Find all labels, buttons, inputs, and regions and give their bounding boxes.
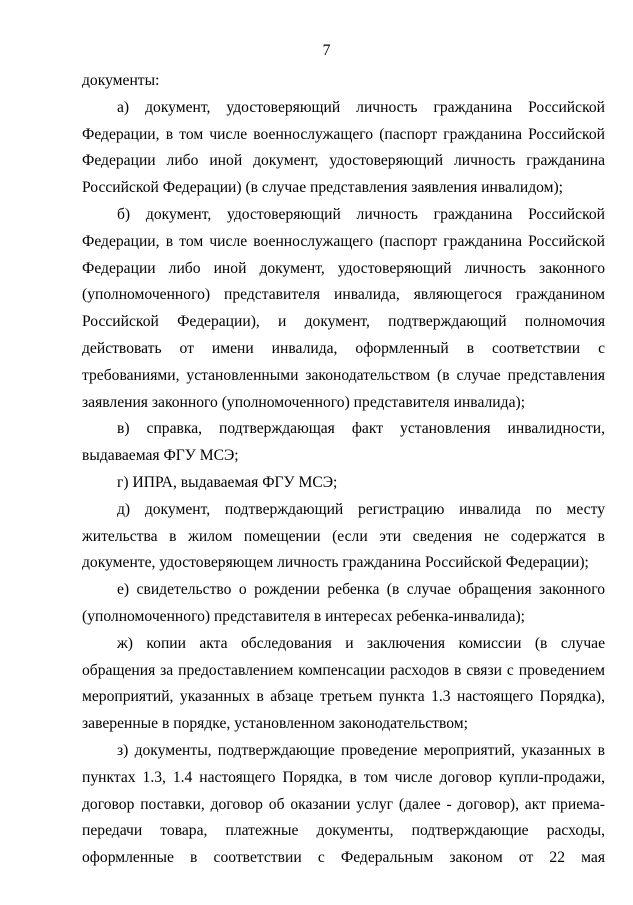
- paragraph-item-e: е) свидетельство о рождении ребенка (в случае обращения законного (уполномоченного) представителя в интересах ребенка-инвалида);: [82, 581, 605, 625]
- paragraph-item-a: а) документ, удостоверяющий личность гражданина Российской Федерации, в том числе военнослужащего (паспорт гражданина Российской Федерации либо иной документ, удостоверяющий личность гражданина Российской Федерации) (в случае представления заявления инвалидом);: [82, 98, 605, 197]
- paragraph-item-b: б) документ, удостоверяющий личность гражданина Российской Федерации, в том числе военнослужащего (паспорт гражданина Российской Федерации либо иной документ, удостоверяющий личность законного (уполномоченного) представителя инвалида, являющегося гражданином Российской Федерации), и документ, подтверждающий полномочия действовать от имени инвалида, оформленный в соответствии с требованиями, установленными законодательством (в случае представления заявления законного (уполномоченного) представителя инвалида);: [82, 205, 605, 411]
- paragraph-intro: документы:: [82, 72, 160, 89]
- page-number: 7: [322, 42, 331, 59]
- paragraph-item-z: з) документы, подтверждающие проведение мероприятий, указанных в пунктах 1.3, 1.4 настоящего Порядка, в том числе договор купли-продажи, договор поставки, договор об оказании услуг (далее - договор), акт приема-передачи товара, платежные документы, подтверждающие расходы, оформленные в соответствии с Федеральным законом от 22 мая: [82, 741, 605, 867]
- paragraph-item-v: в) справка, подтверждающая факт установления инвалидности, выдаваемая ФГУ МСЭ;: [82, 420, 605, 465]
- paragraph-item-g: г) ИПРА, выдаваемая ФГУ МСЭ;: [117, 473, 338, 491]
- page-body: [82, 68, 605, 872]
- paragraph-item-zh: ж) копии акта обследования и заключения комиссии (в случае обращения за предоставлением компенсации расходов в связи с проведением мероприятий, указанных в абзаце третьем пункта 1.3 настоящего Порядка), заверенные в порядке, установленном законодательством;: [82, 634, 605, 733]
- paragraph-item-d: д) документ, подтверждающий регистрацию инвалида по месту жительства в жилом помещении (если эти сведения не содержатся в документе, удостоверяющем личность гражданина Российской Федерации);: [82, 500, 605, 572]
